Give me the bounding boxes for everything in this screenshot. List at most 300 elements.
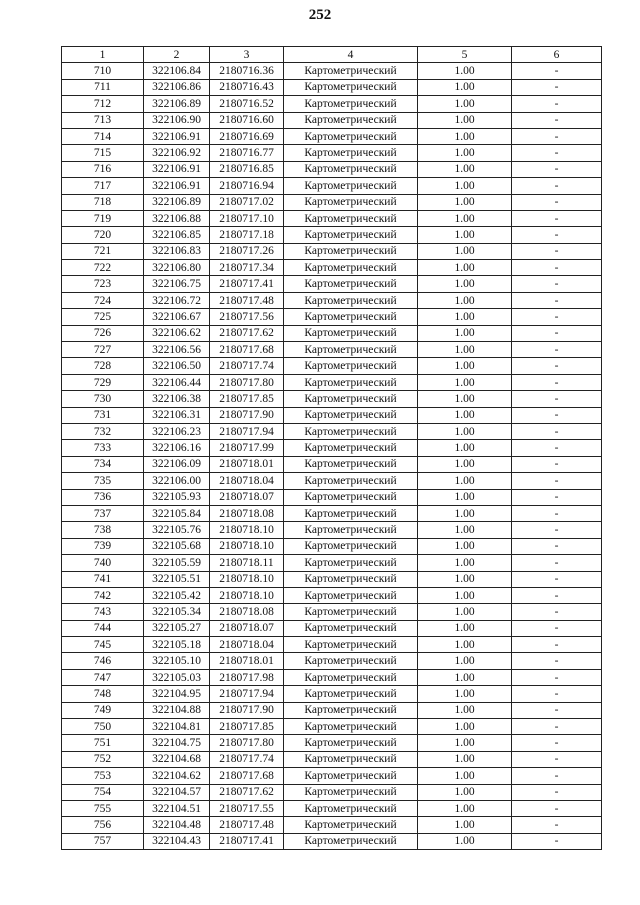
y-coordinate-cell: 2180717.90 <box>210 407 284 423</box>
column-header: 5 <box>418 47 512 63</box>
y-coordinate-cell: 2180717.80 <box>210 735 284 751</box>
method-cell: Картометрический <box>284 702 418 718</box>
x-coordinate-cell: 322106.91 <box>144 161 210 177</box>
description-cell: - <box>512 800 602 816</box>
method-cell: Картометрический <box>284 440 418 456</box>
description-cell: - <box>512 522 602 538</box>
accuracy-cell: 1.00 <box>418 669 512 685</box>
description-cell: - <box>512 325 602 341</box>
column-header: 1 <box>62 47 144 63</box>
table-row <box>62 227 602 243</box>
point-number-cell: 755 <box>62 800 144 816</box>
description-cell: - <box>512 358 602 374</box>
table-row <box>62 719 602 735</box>
accuracy-cell: 1.00 <box>418 555 512 571</box>
method-cell: Картометрический <box>284 522 418 538</box>
description-cell: - <box>512 391 602 407</box>
x-coordinate-cell: 322105.27 <box>144 620 210 636</box>
table-row <box>62 555 602 571</box>
x-coordinate-cell: 322105.10 <box>144 653 210 669</box>
x-coordinate-cell: 322106.23 <box>144 423 210 439</box>
x-coordinate-cell: 322105.34 <box>144 604 210 620</box>
x-coordinate-cell: 322105.03 <box>144 669 210 685</box>
table-row <box>62 374 602 390</box>
x-coordinate-cell: 322106.62 <box>144 325 210 341</box>
y-coordinate-cell: 2180718.01 <box>210 456 284 472</box>
point-number-cell: 738 <box>62 522 144 538</box>
method-cell: Картометрический <box>284 784 418 800</box>
table-row <box>62 407 602 423</box>
y-coordinate-cell: 2180717.18 <box>210 227 284 243</box>
table-row <box>62 276 602 292</box>
table-row <box>62 440 602 456</box>
x-coordinate-cell: 322106.50 <box>144 358 210 374</box>
method-cell: Картометрический <box>284 391 418 407</box>
method-cell: Картометрический <box>284 79 418 95</box>
point-number-cell: 740 <box>62 555 144 571</box>
point-number-cell: 716 <box>62 161 144 177</box>
column-header: 2 <box>144 47 210 63</box>
description-cell: - <box>512 161 602 177</box>
point-number-cell: 731 <box>62 407 144 423</box>
y-coordinate-cell: 2180716.69 <box>210 128 284 144</box>
x-coordinate-cell: 322106.38 <box>144 391 210 407</box>
table-row <box>62 292 602 308</box>
description-cell: - <box>512 342 602 358</box>
accuracy-cell: 1.00 <box>418 735 512 751</box>
accuracy-cell: 1.00 <box>418 604 512 620</box>
y-coordinate-cell: 2180716.52 <box>210 96 284 112</box>
point-number-cell: 750 <box>62 719 144 735</box>
accuracy-cell: 1.00 <box>418 784 512 800</box>
accuracy-cell: 1.00 <box>418 800 512 816</box>
y-coordinate-cell: 2180717.85 <box>210 391 284 407</box>
accuracy-cell: 1.00 <box>418 128 512 144</box>
description-cell: - <box>512 833 602 849</box>
table-row <box>62 669 602 685</box>
method-cell: Картометрический <box>284 473 418 489</box>
x-coordinate-cell: 322105.76 <box>144 522 210 538</box>
y-coordinate-cell: 2180717.85 <box>210 719 284 735</box>
accuracy-cell: 1.00 <box>418 686 512 702</box>
accuracy-cell: 1.00 <box>418 473 512 489</box>
table-row <box>62 210 602 226</box>
point-number-cell: 741 <box>62 571 144 587</box>
description-cell: - <box>512 112 602 128</box>
description-cell: - <box>512 702 602 718</box>
description-cell: - <box>512 79 602 95</box>
description-cell: - <box>512 604 602 620</box>
description-cell: - <box>512 178 602 194</box>
accuracy-cell: 1.00 <box>418 538 512 554</box>
x-coordinate-cell: 322106.00 <box>144 473 210 489</box>
description-cell: - <box>512 456 602 472</box>
y-coordinate-cell: 2180718.10 <box>210 587 284 603</box>
x-coordinate-cell: 322106.16 <box>144 440 210 456</box>
x-coordinate-cell: 322105.51 <box>144 571 210 587</box>
method-cell: Картометрический <box>284 423 418 439</box>
point-number-cell: 748 <box>62 686 144 702</box>
y-coordinate-cell: 2180716.36 <box>210 63 284 79</box>
method-cell: Картометрический <box>284 751 418 767</box>
point-number-cell: 726 <box>62 325 144 341</box>
description-cell: - <box>512 538 602 554</box>
method-cell: Картометрический <box>284 178 418 194</box>
accuracy-cell: 1.00 <box>418 292 512 308</box>
description-cell: - <box>512 669 602 685</box>
y-coordinate-cell: 2180717.80 <box>210 374 284 390</box>
method-cell: Картометрический <box>284 817 418 833</box>
table-row <box>62 342 602 358</box>
method-cell: Картометрический <box>284 555 418 571</box>
accuracy-cell: 1.00 <box>418 489 512 505</box>
accuracy-cell: 1.00 <box>418 227 512 243</box>
accuracy-cell: 1.00 <box>418 260 512 276</box>
table-row <box>62 456 602 472</box>
x-coordinate-cell: 322106.86 <box>144 79 210 95</box>
page-number: 252 <box>308 7 332 23</box>
x-coordinate-cell: 322104.68 <box>144 751 210 767</box>
y-coordinate-cell: 2180717.02 <box>210 194 284 210</box>
table-row <box>62 128 602 144</box>
accuracy-cell: 1.00 <box>418 194 512 210</box>
y-coordinate-cell: 2180717.34 <box>210 260 284 276</box>
y-coordinate-cell: 2180717.10 <box>210 210 284 226</box>
table-row <box>62 79 602 95</box>
method-cell: Картометрический <box>284 653 418 669</box>
table-row <box>62 161 602 177</box>
column-header: 6 <box>512 47 602 63</box>
y-coordinate-cell: 2180717.94 <box>210 423 284 439</box>
x-coordinate-cell: 322106.75 <box>144 276 210 292</box>
point-number-cell: 730 <box>62 391 144 407</box>
x-coordinate-cell: 322105.18 <box>144 637 210 653</box>
description-cell: - <box>512 637 602 653</box>
method-cell: Картометрический <box>284 735 418 751</box>
accuracy-cell: 1.00 <box>418 210 512 226</box>
table-row <box>62 768 602 784</box>
point-number-cell: 736 <box>62 489 144 505</box>
x-coordinate-cell: 322106.88 <box>144 210 210 226</box>
x-coordinate-cell: 322106.31 <box>144 407 210 423</box>
method-cell: Картометрический <box>284 342 418 358</box>
point-number-cell: 747 <box>62 669 144 685</box>
point-number-cell: 749 <box>62 702 144 718</box>
description-cell: - <box>512 784 602 800</box>
table-row <box>62 817 602 833</box>
accuracy-cell: 1.00 <box>418 374 512 390</box>
point-number-cell: 719 <box>62 210 144 226</box>
method-cell: Картометрический <box>284 358 418 374</box>
method-cell: Картометрический <box>284 96 418 112</box>
accuracy-cell: 1.00 <box>418 833 512 849</box>
y-coordinate-cell: 2180717.74 <box>210 751 284 767</box>
point-number-cell: 729 <box>62 374 144 390</box>
description-cell: - <box>512 309 602 325</box>
description-cell: - <box>512 686 602 702</box>
y-coordinate-cell: 2180717.26 <box>210 243 284 259</box>
x-coordinate-cell: 322106.91 <box>144 128 210 144</box>
method-cell: Картометрический <box>284 112 418 128</box>
method-cell: Картометрический <box>284 276 418 292</box>
table-row <box>62 423 602 439</box>
x-coordinate-cell: 322104.48 <box>144 817 210 833</box>
y-coordinate-cell: 2180718.10 <box>210 571 284 587</box>
accuracy-cell: 1.00 <box>418 112 512 128</box>
accuracy-cell: 1.00 <box>418 571 512 587</box>
accuracy-cell: 1.00 <box>418 653 512 669</box>
description-cell: - <box>512 63 602 79</box>
table-row <box>62 833 602 849</box>
accuracy-cell: 1.00 <box>418 391 512 407</box>
description-cell: - <box>512 374 602 390</box>
y-coordinate-cell: 2180718.07 <box>210 489 284 505</box>
table-row <box>62 784 602 800</box>
point-number-cell: 720 <box>62 227 144 243</box>
point-number-cell: 757 <box>62 833 144 849</box>
y-coordinate-cell: 2180716.77 <box>210 145 284 161</box>
point-number-cell: 737 <box>62 505 144 521</box>
x-coordinate-cell: 322106.90 <box>144 112 210 128</box>
description-cell: - <box>512 194 602 210</box>
description-cell: - <box>512 440 602 456</box>
method-cell: Картометрический <box>284 161 418 177</box>
table-row <box>62 604 602 620</box>
table-row <box>62 96 602 112</box>
method-cell: Картометрический <box>284 538 418 554</box>
column-header: 3 <box>210 47 284 63</box>
description-cell: - <box>512 817 602 833</box>
method-cell: Картометрический <box>284 260 418 276</box>
description-cell: - <box>512 473 602 489</box>
point-number-cell: 735 <box>62 473 144 489</box>
x-coordinate-cell: 322105.59 <box>144 555 210 571</box>
description-cell: - <box>512 571 602 587</box>
x-coordinate-cell: 322105.42 <box>144 587 210 603</box>
method-cell: Картометрический <box>284 768 418 784</box>
table-row <box>62 309 602 325</box>
point-number-cell: 717 <box>62 178 144 194</box>
table-row <box>62 571 602 587</box>
x-coordinate-cell: 322104.95 <box>144 686 210 702</box>
x-coordinate-cell: 322106.09 <box>144 456 210 472</box>
accuracy-cell: 1.00 <box>418 358 512 374</box>
accuracy-cell: 1.00 <box>418 587 512 603</box>
y-coordinate-cell: 2180716.94 <box>210 178 284 194</box>
x-coordinate-cell: 322106.72 <box>144 292 210 308</box>
method-cell: Картометрический <box>284 833 418 849</box>
description-cell: - <box>512 96 602 112</box>
y-coordinate-cell: 2180717.62 <box>210 325 284 341</box>
y-coordinate-cell: 2180718.08 <box>210 505 284 521</box>
x-coordinate-cell: 322104.62 <box>144 768 210 784</box>
y-coordinate-cell: 2180717.99 <box>210 440 284 456</box>
table-body <box>62 63 602 850</box>
x-coordinate-cell: 322106.56 <box>144 342 210 358</box>
y-coordinate-cell: 2180717.90 <box>210 702 284 718</box>
method-cell: Картометрический <box>284 374 418 390</box>
x-coordinate-cell: 322106.85 <box>144 227 210 243</box>
accuracy-cell: 1.00 <box>418 79 512 95</box>
point-number-cell: 721 <box>62 243 144 259</box>
y-coordinate-cell: 2180717.74 <box>210 358 284 374</box>
accuracy-cell: 1.00 <box>418 145 512 161</box>
description-cell: - <box>512 587 602 603</box>
method-cell: Картометрический <box>284 227 418 243</box>
point-number-cell: 756 <box>62 817 144 833</box>
accuracy-cell: 1.00 <box>418 505 512 521</box>
accuracy-cell: 1.00 <box>418 309 512 325</box>
point-number-cell: 744 <box>62 620 144 636</box>
point-number-cell: 732 <box>62 423 144 439</box>
accuracy-cell: 1.00 <box>418 161 512 177</box>
point-number-cell: 723 <box>62 276 144 292</box>
point-number-cell: 713 <box>62 112 144 128</box>
description-cell: - <box>512 276 602 292</box>
x-coordinate-cell: 322106.92 <box>144 145 210 161</box>
description-cell: - <box>512 505 602 521</box>
x-coordinate-cell: 322104.81 <box>144 719 210 735</box>
point-number-cell: 754 <box>62 784 144 800</box>
description-cell: - <box>512 620 602 636</box>
accuracy-cell: 1.00 <box>418 276 512 292</box>
method-cell: Картометрический <box>284 194 418 210</box>
x-coordinate-cell: 322104.43 <box>144 833 210 849</box>
x-coordinate-cell: 322105.84 <box>144 505 210 521</box>
x-coordinate-cell: 322106.67 <box>144 309 210 325</box>
table-row <box>62 587 602 603</box>
y-coordinate-cell: 2180717.98 <box>210 669 284 685</box>
point-number-cell: 711 <box>62 79 144 95</box>
y-coordinate-cell: 2180718.11 <box>210 555 284 571</box>
y-coordinate-cell: 2180717.68 <box>210 768 284 784</box>
table-row <box>62 473 602 489</box>
point-number-cell: 751 <box>62 735 144 751</box>
x-coordinate-cell: 322106.89 <box>144 96 210 112</box>
description-cell: - <box>512 423 602 439</box>
method-cell: Картометрический <box>284 243 418 259</box>
description-cell: - <box>512 210 602 226</box>
method-cell: Картометрический <box>284 407 418 423</box>
description-cell: - <box>512 145 602 161</box>
point-number-cell: 712 <box>62 96 144 112</box>
table-row <box>62 735 602 751</box>
y-coordinate-cell: 2180717.48 <box>210 817 284 833</box>
point-number-cell: 722 <box>62 260 144 276</box>
y-coordinate-cell: 2180717.68 <box>210 342 284 358</box>
y-coordinate-cell: 2180718.07 <box>210 620 284 636</box>
point-number-cell: 715 <box>62 145 144 161</box>
accuracy-cell: 1.00 <box>418 440 512 456</box>
point-number-cell: 743 <box>62 604 144 620</box>
y-coordinate-cell: 2180718.10 <box>210 522 284 538</box>
description-cell: - <box>512 653 602 669</box>
y-coordinate-cell: 2180718.04 <box>210 473 284 489</box>
method-cell: Картометрический <box>284 669 418 685</box>
y-coordinate-cell: 2180716.60 <box>210 112 284 128</box>
method-cell: Картометрический <box>284 604 418 620</box>
x-coordinate-cell: 322106.89 <box>144 194 210 210</box>
accuracy-cell: 1.00 <box>418 63 512 79</box>
accuracy-cell: 1.00 <box>418 456 512 472</box>
point-number-cell: 734 <box>62 456 144 472</box>
table-row <box>62 63 602 79</box>
table-row <box>62 538 602 554</box>
y-coordinate-cell: 2180718.08 <box>210 604 284 620</box>
point-number-cell: 745 <box>62 637 144 653</box>
method-cell: Картометрический <box>284 325 418 341</box>
method-cell: Картометрический <box>284 489 418 505</box>
point-number-cell: 728 <box>62 358 144 374</box>
description-cell: - <box>512 489 602 505</box>
x-coordinate-cell: 322106.80 <box>144 260 210 276</box>
x-coordinate-cell: 322104.88 <box>144 702 210 718</box>
x-coordinate-cell: 322106.83 <box>144 243 210 259</box>
method-cell: Картометрический <box>284 145 418 161</box>
table-row <box>62 325 602 341</box>
method-cell: Картометрический <box>284 309 418 325</box>
point-number-cell: 742 <box>62 587 144 603</box>
point-number-cell: 733 <box>62 440 144 456</box>
method-cell: Картометрический <box>284 620 418 636</box>
table-row <box>62 800 602 816</box>
accuracy-cell: 1.00 <box>418 522 512 538</box>
description-cell: - <box>512 719 602 735</box>
coordinates-table <box>61 46 602 850</box>
point-number-cell: 752 <box>62 751 144 767</box>
description-cell: - <box>512 735 602 751</box>
table-row <box>62 260 602 276</box>
x-coordinate-cell: 322105.68 <box>144 538 210 554</box>
accuracy-cell: 1.00 <box>418 702 512 718</box>
method-cell: Картометрический <box>284 637 418 653</box>
table-row <box>62 522 602 538</box>
y-coordinate-cell: 2180718.01 <box>210 653 284 669</box>
method-cell: Картометрический <box>284 292 418 308</box>
method-cell: Картометрический <box>284 210 418 226</box>
point-number-cell: 724 <box>62 292 144 308</box>
table-row <box>62 686 602 702</box>
y-coordinate-cell: 2180717.48 <box>210 292 284 308</box>
x-coordinate-cell: 322106.84 <box>144 63 210 79</box>
accuracy-cell: 1.00 <box>418 751 512 767</box>
table-row <box>62 620 602 636</box>
y-coordinate-cell: 2180717.62 <box>210 784 284 800</box>
table-row <box>62 178 602 194</box>
y-coordinate-cell: 2180718.10 <box>210 538 284 554</box>
y-coordinate-cell: 2180716.43 <box>210 79 284 95</box>
table-row <box>62 243 602 259</box>
table-row <box>62 751 602 767</box>
accuracy-cell: 1.00 <box>418 719 512 735</box>
description-cell: - <box>512 407 602 423</box>
table-header <box>62 47 602 63</box>
point-number-cell: 725 <box>62 309 144 325</box>
y-coordinate-cell: 2180717.41 <box>210 276 284 292</box>
point-number-cell: 727 <box>62 342 144 358</box>
table-row <box>62 653 602 669</box>
accuracy-cell: 1.00 <box>418 817 512 833</box>
method-cell: Картометрический <box>284 505 418 521</box>
accuracy-cell: 1.00 <box>418 178 512 194</box>
x-coordinate-cell: 322106.44 <box>144 374 210 390</box>
y-coordinate-cell: 2180717.41 <box>210 833 284 849</box>
point-number-cell: 714 <box>62 128 144 144</box>
table-row <box>62 702 602 718</box>
table-row <box>62 505 602 521</box>
description-cell: - <box>512 227 602 243</box>
accuracy-cell: 1.00 <box>418 407 512 423</box>
